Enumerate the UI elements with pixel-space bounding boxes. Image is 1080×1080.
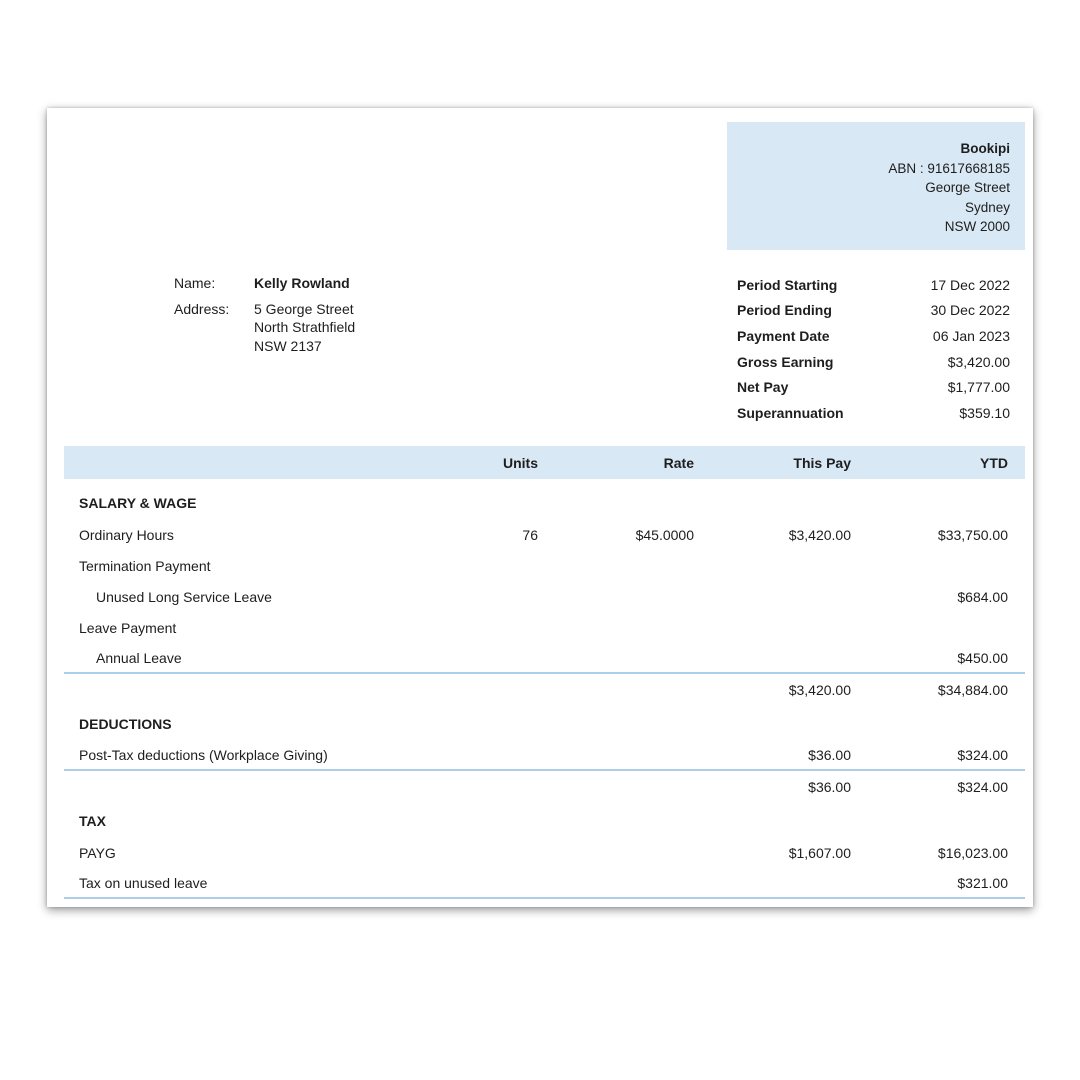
employee-address-line: North Strathfield: [254, 319, 356, 335]
cell-ytd: $33,750.00: [937, 526, 1008, 543]
summary-label: Superannuation: [737, 404, 844, 421]
row-label: Tax on unused leave: [79, 874, 208, 891]
summary-row: [737, 272, 1010, 298]
employee-name-label: Name:: [174, 275, 216, 291]
company-info-box: [727, 122, 1025, 250]
employee-address: [254, 300, 355, 356]
table-row: [64, 837, 1025, 868]
summary-row: [737, 298, 1010, 324]
cell-rate: $45.0000: [635, 526, 694, 543]
subtotal-this-pay: $36.00: [808, 778, 851, 795]
cell-this-pay: $36.00: [808, 746, 851, 763]
table-row: [64, 612, 1025, 643]
subtotal-ytd: $324.00: [957, 778, 1008, 795]
summary-value: 17 Dec 2022: [930, 276, 1010, 293]
summary-value: $3,420.00: [947, 353, 1010, 370]
summary-row: [737, 349, 1010, 375]
table-row: [64, 581, 1025, 612]
table-row: [64, 868, 1025, 899]
summary-label: Period Starting: [737, 276, 838, 293]
company-address-line: NSW 2000: [944, 219, 1010, 234]
pay-summary: [737, 272, 1010, 426]
table-row: [64, 519, 1025, 550]
employee-details: [174, 274, 355, 355]
company-address-line: Sydney: [964, 199, 1010, 215]
employee-address-label: Address:: [174, 300, 230, 317]
summary-row: [737, 400, 1010, 426]
row-label: Ordinary Hours: [79, 526, 174, 543]
section-title-salary-wage: SALARY & WAGE: [79, 495, 197, 511]
cell-ytd: $321.00: [957, 874, 1008, 891]
summary-label: Gross Earning: [737, 353, 834, 370]
summary-value: 06 Jan 2023: [932, 327, 1010, 344]
section-title-deductions: DEDUCTIONS: [79, 716, 172, 732]
column-header-units: Units: [503, 454, 538, 471]
table-header-row: [64, 446, 1025, 479]
cell-ytd: $684.00: [957, 588, 1008, 605]
summary-label: Payment Date: [737, 327, 830, 344]
employee-address-line: NSW 2137: [254, 337, 322, 354]
subtotal-row: [64, 674, 1025, 705]
summary-value: 30 Dec 2022: [930, 302, 1010, 319]
table-row: [64, 643, 1025, 674]
employee-address-line: 5 George Street: [254, 300, 354, 317]
section-title-tax: TAX: [79, 813, 106, 829]
cell-ytd: $450.00: [957, 649, 1008, 666]
table-row: [64, 550, 1025, 581]
cell-units: 76: [522, 526, 538, 543]
summary-row: [737, 374, 1010, 400]
table-row: [64, 740, 1025, 771]
row-label: PAYG: [79, 844, 116, 861]
earnings-table: [64, 446, 1025, 899]
company-abn: ABN : 91617668185: [888, 160, 1010, 176]
company-address-line: George Street: [925, 180, 1010, 195]
employee-name: Kelly Rowland: [254, 275, 350, 291]
summary-label: Net Pay: [737, 379, 789, 396]
cell-ytd: $324.00: [957, 746, 1008, 763]
summary-label: Period Ending: [737, 302, 832, 319]
row-label: Annual Leave: [96, 649, 182, 666]
row-label: Post-Tax deductions (Workplace Giving): [79, 746, 328, 763]
summary-row: [737, 323, 1010, 349]
subtotal-ytd: $34,884.00: [937, 681, 1008, 698]
cell-this-pay: $3,420.00: [788, 526, 851, 543]
column-header-rate: Rate: [663, 454, 694, 471]
column-header-ytd: YTD: [980, 454, 1008, 471]
row-label: Unused Long Service Leave: [96, 588, 272, 605]
subtotal-row: [64, 771, 1025, 802]
cell-this-pay: $1,607.00: [788, 844, 851, 861]
summary-value: $1,777.00: [947, 379, 1010, 396]
summary-value: $359.10: [959, 404, 1010, 421]
cell-ytd: $16,023.00: [937, 844, 1008, 861]
column-header-this-pay: This Pay: [793, 454, 851, 471]
payslip-document: [47, 108, 1033, 907]
company-name: Bookipi: [960, 141, 1010, 156]
row-label: Termination Payment: [79, 557, 211, 574]
row-label: Leave Payment: [79, 619, 177, 636]
subtotal-this-pay: $3,420.00: [788, 681, 851, 698]
